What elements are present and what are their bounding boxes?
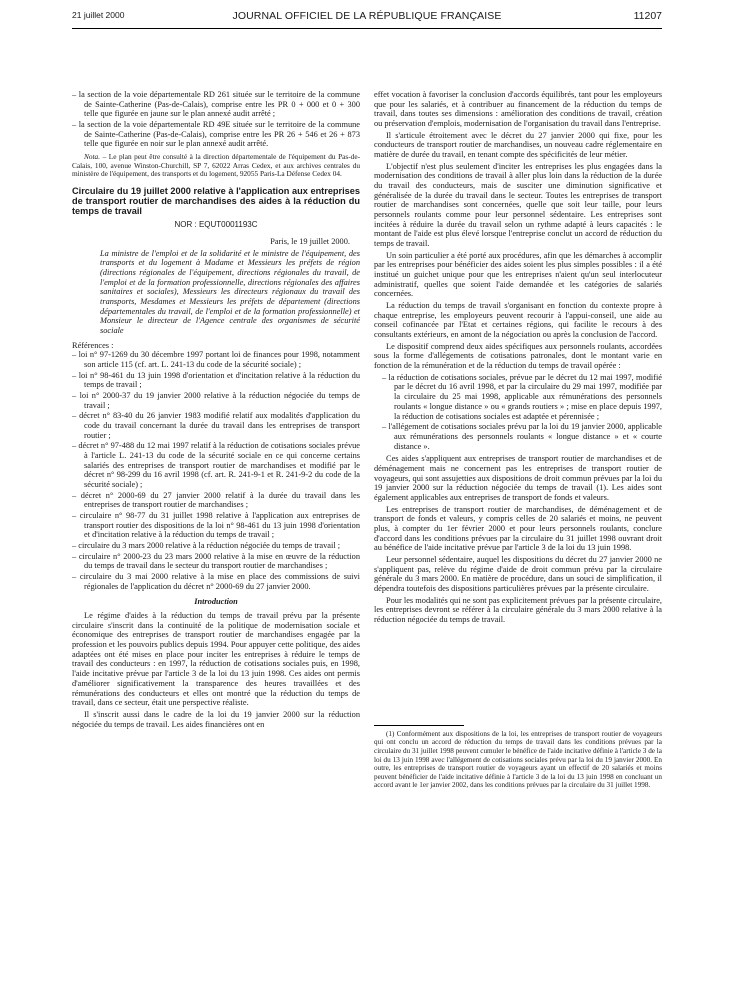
aids-list xyxy=(382,373,662,451)
footnote-rule xyxy=(374,725,464,726)
introduction-heading: Introduction xyxy=(194,597,238,607)
road-sections-list xyxy=(72,90,360,149)
body-paragraph: Leur personnel sédentaire, auquel les dispositions du décret du 27 janvier 2000 ne s'appliquent pas, relève du régime d'aide de droit commun prévu par la circulaire générale du 3 mars 2000. En matière de procédure, dans un souci de simplification, il dépendra toutefois des dispositions particulières prévues par la présente circulaire. xyxy=(374,554,662,593)
nor-reference: NOR : EQUT0001193C xyxy=(174,219,258,229)
list-item: – décret n° 2000-69 du 27 janvier 2000 relatif à la durée du travail dans les entreprises de transport routier de marchandises ; xyxy=(72,490,360,510)
list-item: – circulaire du 3 mai 2000 relative à la mise en place des commissions de suivi régionales de l'application du décret n° 2000-69 du 27 janvier 2000. xyxy=(72,572,360,591)
journal-title: JOURNAL OFFICIEL DE LA RÉPUBLIQUE FRANÇAISE xyxy=(232,10,502,22)
list-item: – l'allégement de cotisations sociales prévu par la loi du 19 janvier 2000, applicable aux rémunérations des personnels roulants « longue distance » et « courte distance ». xyxy=(382,422,662,451)
body-paragraph: La réduction du temps de travail s'organisant en fonction du contexte propre à chaque entreprise, les employeurs peuvent recourir à l'appui-conseil, une aide au conseil cofinancée par l'Etat et certaines régions, qui facilite le recours à des consultants extérieurs, en amont de la négociation ou après la conclusion de l'accord. xyxy=(374,301,662,340)
references-heading: Références : xyxy=(72,340,114,350)
footnote: (1) Conformément aux dispositions de la loi, les entreprises de transport routier de voyageurs qui ont conclu un accord de réduction du temps de travail dans les conditions prévues par la circulaire du 31 juillet 1998 peuvent cumuler le bénéfice de l'aide incitative définie à l'article 3 de la loi du 13 juin 1998 avec l'allégement de cotisations sociales prévu par la loi du 19 janvier 2000. En outre, les entreprises de transport routier de voyageurs ayant un effectif de 20 salariés et moins peuvent bénéficier de l'aide incitative définie à l'article 3 de la loi du 13 juin 1998 en concluant un accord avant le 1er janvier 2002, dans les conditions prévues par la circulaire du 31 juillet 1998. xyxy=(374,729,662,790)
list-item: – circulaire n° 98-77 du 31 juillet 1998 relative à l'application aux entreprises de transport routier des dispositions de la loi n° 98-461 du 13 juin 1998 d'orientation et d'incitation relative à la réduction du temps de travail ; xyxy=(72,511,360,540)
list-item: – la réduction de cotisations sociales, prévue par le décret du 12 mai 1997, modifié par le décret du 16 avril 1998, et par la circulaire du 29 mai 1997, modifiée par la circulaire du 25 mai 1998, applicable aux rémunérations des personnels roulants « longue distance » ou « grands routiers » ; mise en place depuis 1997, la réduction de cotisations sociales est adaptée et pérennisée ; xyxy=(382,372,662,421)
circular-title: Circulaire du 19 juillet 2000 relative à l'application aux entreprises de transport routier de marchandises des aides à la réduction du temps de travail xyxy=(72,185,360,216)
list-item: – la section de la voie départementale RD 49E située sur le territoire de la commune de Sainte-Catherine (Pas-de-Calais), comprise entre les PR 26 + 546 et 26 + 873 telle que figurée en noir sur le plan annexé audit arrêté. xyxy=(72,120,360,149)
list-item: – loi n° 97-1269 du 30 décembre 1997 portant loi de finances pour 1998, notamment son article 115 (cf. art. L. 241-13 du code de la sécurité sociale) ; xyxy=(72,350,360,369)
list-item: – circulaire n° 2000-23 du 23 mars 2000 relative à la mise en œuvre de la réduction du temps de travail dans le secteur du transport routier de marchandises ; xyxy=(72,551,360,571)
body-paragraph: Les entreprises de transport routier de marchandises, de déménagement et de transport de fonds et valeurs, y compris celles de 20 salariés et moins, ne peuvent plus, à compter du 1er février 2000 et pour leurs personnels roulants, conclure d'accord dans les conditions prévues par la circulaire du 31 juillet 1998 ouvrant droit au bénéfice de l'aide incitative prévue par l'article 3 de la loi du 13 juin 1998. xyxy=(374,504,662,553)
list-item: – loi n° 98-461 du 13 juin 1998 d'orientation et d'incitation relative à la réduction du temps de travail ; xyxy=(72,370,360,390)
body-paragraph: Pour les modalités qui ne sont pas explicitement prévues par la présente circulaire, les entreprises devront se référer à la circulaire générale du 3 mars 2000 relative à la réduction négociée du temps de travail. xyxy=(374,595,662,624)
place-date: Paris, le 19 juillet 2000. xyxy=(270,236,350,246)
nota-text: – Le plan peut être consulté à la direction départementale de l'équipement du Pas-de-Calais, 100, avenue Winston-Churchill, SP 7, 62022 Arras Cedex, et aux archives centrales du ministère de l'équipement, des transports et du logement, 92055 Paris-La Défense Cedex 04. xyxy=(72,152,360,179)
body-paragraph: Le dispositif comprend deux aides spécifiques aux personnels roulants, accordées sous la forme d'allégements de cotisations patronales, dont le montant varie en fonction de la rémunération et de la réduction du temps de travail opérée : xyxy=(374,341,662,371)
list-item: – décret n° 97-488 du 12 mai 1997 relatif à la réduction de cotisations sociales prévue à l'article L. 241-13 du code de la sécurité sociale en ce qui concerne certains salariés des entreprises de transport routier de marchandises et modifié par le décret n° 98-299 du 16 avril 1998 (cf. art. R. 241-9-1 et R. 241-9-2 du code de la sécurité sociale) ; xyxy=(72,441,360,490)
header-rule xyxy=(72,28,662,29)
body-paragraph: Un soin particulier a été porté aux procédures, afin que les démarches à accomplir par les entreprises pour bénéficier des aides soient les plus simples possibles : il a été institué un guichet unique pour que les entreprises n'aient qu'un seul interlocuteur administratif, quelles que soient l'aide demandée et les catégories de salariés concernées. xyxy=(374,250,662,299)
body-paragraph: Il s'inscrit aussi dans le cadre de la loi du 19 janvier 2000 sur la réduction négociée du temps de travail. Les aides financières ont en xyxy=(72,709,360,729)
body-paragraph: effet vocation à favoriser la conclusion d'accords équilibrés, tant pour les employeurs que pour les salariés, et à contribuer au financement de la réduction du temps de travail, dans toutes ses dimensions : amélioration des conditions de travail, création ou préservation d'emplois, modernisation de l'organisation du travail dans l'entreprise. xyxy=(374,90,662,129)
body-paragraph: Il s'articule étroitement avec le décret du 27 janvier 2000 qui fixe, pour les conducteurs de transport routier de marchandises, un nouveau cadre réglementaire en matière de durée du travail, en tenant compte des spécificités de leur métier. xyxy=(374,130,662,160)
nota-paragraph xyxy=(72,153,360,179)
page-header xyxy=(72,9,662,23)
page-number: 11207 xyxy=(633,10,662,22)
body-paragraph: L'objectif n'est plus seulement d'inciter les entreprises les plus engagées dans la modernisation des conditions de travail à aller plus loin dans la réduction de la durée du travail des conducteurs, mais de susciter une diminution significative et généralisée de la durée du travail dans le secteur. Toutes les entreprises de transport routier de marchandises sont concernées, quelle que soit leur taille, pour leurs personnels roulants comme pour leur personnel sédentaire. Les entreprises sont incitées à réduire la durée du travail selon un rythme adapté à leurs capacités : le montant de l'aide est plus élevé lorsque l'entreprise conclut un accord de réduction du temps de travail. xyxy=(374,161,662,249)
left-column xyxy=(72,90,360,731)
addressee-block: La ministre de l'emploi et de la solidarité et le ministre de l'équipement, des transports et du logement à Madame et Messieurs les préfets de région (directions régionales de l'équipement, directions régionales du travail, de l'emploi et de la formation professionnelle, directions régionales des affaires sanitaires et sociales), Messieurs les directeurs régionaux du travail des transports, Mesdames et Messieurs les préfets de département (directions départementales du travail, de l'emploi et de la formation professionnelle) et Monsieur le directeur de l'Agence centrale des organismes de sécurité sociale xyxy=(100,248,360,335)
body-paragraph: Ces aides s'appliquent aux entreprises de transport routier de marchandises et de déménagement mais ne concernent pas les entreprises de transport routier de voyageurs, qui sont assujetties aux dispositions de droit commun prévues par la loi du 19 janvier 2000 sur la réduction négociée du temps de travail (1). Les aides sont également applicables aux entreprises de transport de fonds et valeurs. xyxy=(374,454,662,502)
list-item: – la section de la voie départementale RD 261 située sur le territoire de la commune de Sainte-Catherine (Pas-de-Calais), comprise entre les PR 0 + 000 et 0 + 300 telle que figurée en jaune sur le plan annexé audit arrêté ; xyxy=(72,90,360,119)
nota-label: Nota. xyxy=(84,152,101,162)
header-date: 21 juillet 2000 xyxy=(72,10,125,20)
right-column xyxy=(374,90,662,790)
list-item: – loi n° 2000-37 du 19 janvier 2000 relative à la réduction négociée du temps de travail ; xyxy=(72,391,360,410)
list-item: – décret n° 83-40 du 26 janvier 1983 modifié relatif aux modalités d'application du code du travail concernant la durée du travail dans les entreprises de transport routier ; xyxy=(72,411,360,440)
references-list xyxy=(72,350,360,591)
body-paragraph: Le régime d'aides à la réduction du temps de travail prévu par la présente circulaire s'inscrit dans la continuité de la politique de modernisation sociale et économique des entreprises de transport routier de marchandises engagée par la profession et les pouvoirs publics depuis 1994. Pour appuyer cette politique, des aides adaptées ont été mises en place pour inciter les entreprises à réduire le temps de travail des conducteurs : en 1997, la réduction de cotisations sociales puis, en 1998, l'aide incitative prévue par l'article 3 de la loi du 13 juin 1998. Ces aides ont permis d'améliorer significativement la transparence des heures travaillées et des rémunérations des conducteurs et elles ont montré que la réduction du temps de travail, dans ce secteur, était une perspective réaliste. xyxy=(72,611,360,708)
list-item: – circulaire du 3 mars 2000 relative à la réduction négociée du temps de travail ; xyxy=(72,541,341,551)
